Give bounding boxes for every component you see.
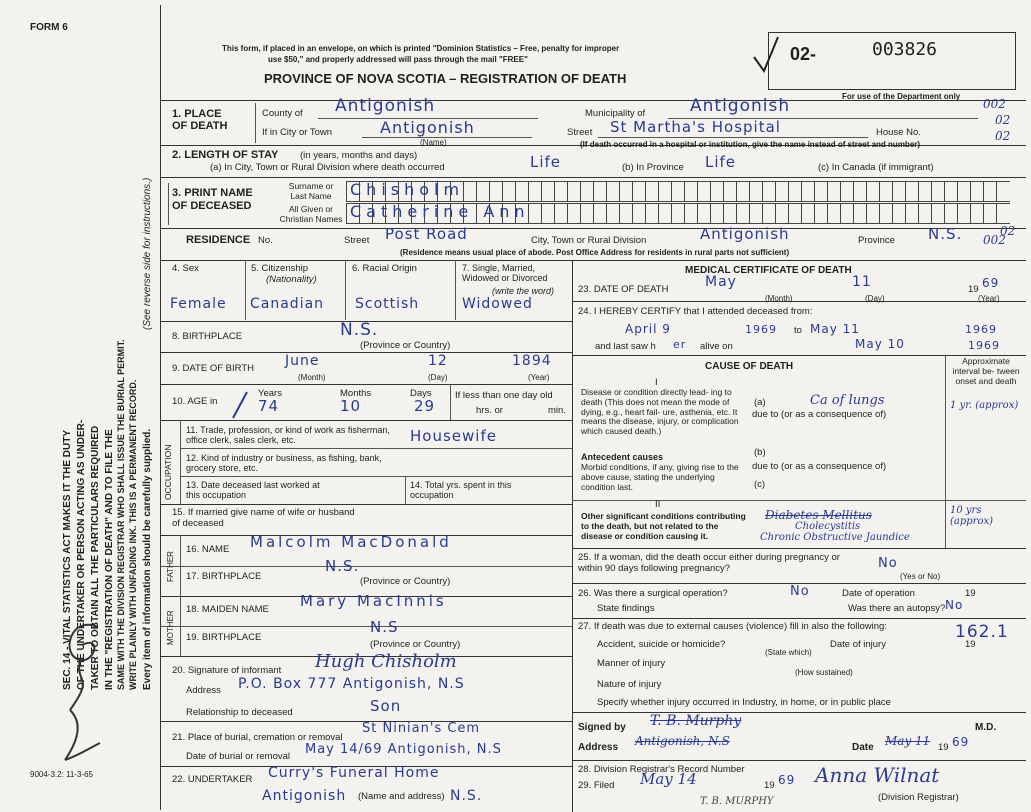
interval-col-line xyxy=(945,355,946,548)
racial-origin-value: Scottish xyxy=(355,296,420,312)
side-text-2: OF THE UNDERTAKER OR PERSON ACTING AS UNDER- xyxy=(76,419,87,690)
cause-b-due: due to (or as a consequence of) xyxy=(752,461,887,472)
filed-date: May 14 xyxy=(640,770,697,788)
cert-date-label: Date xyxy=(852,742,874,753)
dob-year: 1894 xyxy=(512,353,552,369)
mother-maiden-label: 18. MAIDEN NAME xyxy=(186,604,269,615)
last-worked-label: 13. Date deceased last worked at this occupation xyxy=(186,480,320,501)
undertaker-town: Antigonish xyxy=(262,788,347,804)
signed-by-label: Signed by xyxy=(578,722,626,733)
dod-year-caption: (Year) xyxy=(978,294,1000,303)
dob-month-caption: (Month) xyxy=(298,373,326,382)
marital-value: Widowed xyxy=(462,296,533,312)
yes-no-caption: (Yes or No) xyxy=(900,572,941,581)
father-birthplace-label: 17. BIRTHPLACE xyxy=(186,571,262,582)
department-use-label: For use of the Department only xyxy=(842,92,961,101)
certify-to: May 11 xyxy=(810,322,860,336)
cause-a-letter: (a) xyxy=(754,397,766,408)
other-condition-2: Cholecystitis xyxy=(795,521,861,532)
pregnancy-value: No xyxy=(878,556,898,571)
municipality-label: Municipality of xyxy=(585,108,646,119)
dod-day: 11 xyxy=(852,274,872,290)
trade-value: Housewife xyxy=(410,427,497,445)
physician-address-value: Antigonish, N.S xyxy=(635,734,730,748)
other-condition-3: Chronic Obstructive Jaundice xyxy=(760,532,910,543)
last-saw-label: and last saw h xyxy=(595,341,656,352)
residence-street-label: Street xyxy=(344,235,370,246)
stamped-name: T. B. MURPHY xyxy=(700,796,774,807)
hospital-note: (If death occurred in a hospital or institution, give the name instead of street and number) xyxy=(580,140,921,149)
age-months-value: 10 xyxy=(340,397,362,415)
registrar-signature: Anna Wilnat xyxy=(815,763,940,787)
autopsy-value: No xyxy=(945,598,964,612)
dod-year-prefix: 19 xyxy=(968,284,979,295)
autopsy-label: Was there an autopsy? xyxy=(848,603,946,614)
occupation-side-line xyxy=(180,420,181,504)
approx-interval-label: Approximate interval be- tween onset and death xyxy=(952,356,1020,386)
citizenship-label: 5. Citizenship xyxy=(251,263,309,274)
check-mark xyxy=(752,35,780,75)
filed-year-prefix: 19 xyxy=(764,780,775,791)
informant-sig-label: 20. Signature of informant xyxy=(172,665,282,676)
informant-signature: Hugh Chisholm xyxy=(315,651,457,672)
certify-to-label: to xyxy=(794,325,802,336)
certify-label: 24. I HEREBY CERTIFY that I attended deceased from: xyxy=(578,306,813,317)
certify-to-year: 1969 xyxy=(965,323,997,336)
statistical-code: 162.1 xyxy=(955,622,1009,642)
residence-city-value: Antigonish xyxy=(700,225,790,243)
relationship-label: Relationship to deceased xyxy=(186,707,293,718)
father-name-label: 16. NAME xyxy=(186,544,230,555)
row-line xyxy=(160,420,572,421)
certify-from-year: 1969 xyxy=(745,323,777,336)
age-days-label: Days xyxy=(410,388,432,399)
city-label: If in City or Town xyxy=(262,127,333,138)
burial-place-value: St Ninian's Cem xyxy=(362,721,481,736)
left-border xyxy=(160,5,161,810)
mother-maiden-value: Mary MacInnis xyxy=(300,592,447,610)
injury-date-label: Date of injury xyxy=(830,639,886,650)
stay-city-label: (a) In City, Town or Rural Division where death occurred xyxy=(210,162,445,173)
cause-a-interval: 1 yr. (approx) xyxy=(950,400,1019,411)
disease-label: Disease or condition directly lead- ing to death (This does not mean the mode of dying, e.g., heart fail- ure, asthenia, etc. It means the disease, injury, or complication which caused death.) xyxy=(581,387,739,437)
col-line xyxy=(450,384,451,420)
state-findings-label: State findings xyxy=(597,603,655,614)
residence-city-label: City, Town or Rural Division xyxy=(531,235,647,246)
antecedent-label: Antecedent causes xyxy=(581,452,664,462)
col-line xyxy=(455,260,456,320)
cert-date-value: May 11 xyxy=(885,734,931,748)
surgery-label: 26. Was there a surgical operation? xyxy=(578,588,728,599)
roman-two: II xyxy=(655,499,661,510)
registrar-record-label: 28. Division Registrar's Record Number xyxy=(578,764,745,775)
citizenship-sub: (Nationality) xyxy=(266,274,317,285)
side-text-3: TAKER TO OBTAIN ALL THE PARTICULARS REQUIRED xyxy=(90,425,101,690)
side-text-5: SAME WITH THE DIVISION REGISTRAR WHO SHALL ISSUE THE BURIAL PERMIT. xyxy=(116,339,126,690)
dod-month: May xyxy=(705,274,737,290)
divider-main xyxy=(160,260,1026,261)
manner-label: Manner of injury xyxy=(597,658,666,669)
undertaker-province: N.S. xyxy=(450,788,483,804)
racial-origin-label: 6. Racial Origin xyxy=(352,263,417,274)
mother-birthplace-label: 19. BIRTHPLACE xyxy=(186,632,262,643)
given-names-label: All Given or Christian Names xyxy=(279,204,343,224)
dept-code: 02 xyxy=(995,129,1011,143)
father-name-value: Malcolm MacDonald xyxy=(250,533,452,551)
birthplace-value: N.S. xyxy=(340,320,379,340)
other-conditions-label: Other significant conditions contributing to the death, but not related to the disease or condition causing it. xyxy=(581,511,746,541)
age-years-label: Years xyxy=(258,388,282,399)
relationship-value: Son xyxy=(370,697,402,715)
operation-date-label: Date of operation xyxy=(842,588,915,599)
medical-cert-title: MEDICAL CERTIFICATE OF DEATH xyxy=(685,265,852,276)
less-than-day-label: If less than one day old xyxy=(455,390,553,401)
row-line xyxy=(572,355,1026,356)
birthplace-label: 8. BIRTHPLACE xyxy=(172,331,243,342)
accident-label: Accident, suicide or homicide? xyxy=(597,639,726,650)
cause-of-death-title: CAUSE OF DEATH xyxy=(705,361,794,372)
residence-no-label: No. xyxy=(258,235,273,246)
print-code: 9004-3.2: 11-3-65 xyxy=(30,770,94,779)
row-line xyxy=(160,384,572,385)
cert-year: 69 xyxy=(952,735,970,749)
row-line xyxy=(572,760,1026,761)
row-line xyxy=(572,548,1026,549)
mail-notice-2: use $50," and properly addressed will pass through the mail "FREE" xyxy=(268,55,528,64)
occupation-side-label: OCCUPATION xyxy=(163,444,173,500)
md-label: M.D. xyxy=(975,722,997,733)
undertaker-sub: (Name and address) xyxy=(358,791,445,802)
mail-notice-1: This form, if placed in an envelope, on which is printed "Dominion Statistics – Free, penalty for improper xyxy=(222,44,620,53)
state-which-caption: (State which) xyxy=(765,648,812,657)
industry-injury-label: Specify whether injury occurred in Industry, in home, or in public place xyxy=(597,697,891,708)
side-text-6: WRITE PLAINLY WITH UNFADING INK. THIS IS A PERMANENT RECORD. xyxy=(128,379,138,690)
industry-label: 12. Kind of industry or business, as fishing, bank, grocery store, etc. xyxy=(186,453,382,474)
trade-label: 11. Trade, profession, or kind of work as fisherman, office clerk, sales clerk, etc. xyxy=(186,425,390,446)
stay-city-value: Life xyxy=(530,153,562,171)
side-text-1: SEC. 14 - VITAL STATISTICS ACT MAKES IT THE DUTY xyxy=(62,429,73,690)
total-years-label: 14. Total yrs. spent in this occupation xyxy=(410,480,512,501)
father-birthplace-value: N.S. xyxy=(325,557,360,575)
age-months-label: Months xyxy=(340,388,372,399)
side-handwritten-mark xyxy=(40,615,110,765)
mother-birthplace-value: N.S xyxy=(370,618,399,636)
row-line xyxy=(180,476,572,477)
place-bracket xyxy=(255,103,256,143)
place-of-death-label: 1. PLACE OF DEATH xyxy=(172,108,228,132)
dept-code: 02 xyxy=(995,113,1011,127)
cause-a-value: Ca of lungs xyxy=(810,393,885,408)
stay-province-label: (b) In Province xyxy=(622,162,684,173)
mother-side-label: MOTHER xyxy=(166,610,175,645)
divider-stay xyxy=(160,177,1026,178)
age-days-value: 29 xyxy=(414,397,436,415)
roman-one: I xyxy=(655,377,658,388)
dob-label: 9. DATE OF BIRTH xyxy=(172,363,254,374)
length-of-stay-sub: (in years, months and days) xyxy=(300,150,418,161)
form-title: PROVINCE OF NOVA SCOTIA – REGISTRATION OF DEATH xyxy=(264,71,627,86)
mother-side-line xyxy=(180,596,181,656)
physician-signature: T. B. Murphy xyxy=(650,713,742,729)
father-birthplace-sub: (Province or Country) xyxy=(360,576,451,587)
row-line xyxy=(572,712,1026,713)
city-name-caption: (Name) xyxy=(420,138,447,147)
informant-address-value: P.O. Box 777 Antigonish, N.S xyxy=(238,676,465,692)
col-line xyxy=(345,260,346,320)
cause-b-letter: (b) xyxy=(754,447,766,458)
dob-month: June xyxy=(285,353,320,369)
min-label: min. xyxy=(548,405,566,416)
given-names-value: Catherine Ann xyxy=(350,202,530,221)
other-condition-1: Diabetes Mellitus xyxy=(765,508,872,522)
residence-label: RESIDENCE xyxy=(186,234,251,246)
surname-label: Surname or Last Name xyxy=(288,181,334,201)
cause-c-letter: (c) xyxy=(754,479,766,490)
marital-label: 7. Single, Married, Widowed or Divorced xyxy=(462,263,548,284)
dod-year: 69 xyxy=(982,276,1000,290)
house-number-label: House No. xyxy=(876,127,921,138)
antecedent-sub: Morbid conditions, if any, giving rise to the above cause, stating the underlying condition last. xyxy=(581,462,739,492)
dept-code: 02 xyxy=(1000,224,1016,238)
dept-code: 002 xyxy=(983,233,1006,247)
injury-year-prefix: 19 xyxy=(965,639,976,650)
row-line xyxy=(160,352,572,353)
undertaker-name: Curry's Funeral Home xyxy=(268,765,440,781)
underline xyxy=(362,137,532,138)
county-label: County of xyxy=(262,108,303,119)
nature-label: Nature of injury xyxy=(597,679,662,690)
side-text-7: Every item of information should be carefully supplied. xyxy=(142,428,153,690)
marital-sub: (write the word) xyxy=(492,286,555,296)
dept-code: 002 xyxy=(983,97,1006,111)
dod-day-caption: (Day) xyxy=(865,294,885,303)
father-side-label: FATHER xyxy=(166,551,175,582)
residence-street-value: Post Road xyxy=(385,225,468,243)
stay-province-value: Life xyxy=(705,153,737,171)
pregnancy-label: 25. If a woman, did the death occur either during pregnancy or within 90 days following pregnancy? xyxy=(578,552,840,574)
division-registrar-caption: (Division Registrar) xyxy=(878,792,959,803)
how-sustained-caption: (How sustained) xyxy=(795,668,853,677)
citizenship-value: Canadian xyxy=(250,296,325,312)
age-years-value: 74 xyxy=(258,397,280,415)
surname-value: Chisholm xyxy=(350,180,465,199)
burial-date-value: May 14/69 Antigonish, N.S xyxy=(305,742,502,757)
surgery-value: No xyxy=(790,584,810,599)
hrs-label: hrs. or xyxy=(476,405,503,416)
street-label: Street xyxy=(567,127,593,138)
registration-prefix: 02- xyxy=(790,44,817,64)
father-side-line xyxy=(180,535,181,596)
registration-number: 003826 xyxy=(872,39,938,60)
sex-label: 4. Sex xyxy=(172,263,199,274)
external-causes-label: 27. If death was due to external causes (violence) fill in also the following: xyxy=(578,621,887,632)
row-line xyxy=(160,626,572,627)
row-line xyxy=(572,618,1026,619)
filed-year: 69 xyxy=(778,773,796,787)
alive-on-label: alive on xyxy=(700,341,733,352)
birthplace-sub: (Province or Country) xyxy=(360,340,451,351)
dob-day: 12 xyxy=(428,353,448,369)
county-value: Antigonish xyxy=(335,96,436,116)
burial-place-label: 21. Place of burial, cremation or removal xyxy=(172,732,343,743)
municipality-value: Antigonish xyxy=(690,96,791,116)
row-line xyxy=(160,566,572,567)
physician-address-label: Address xyxy=(578,742,619,753)
row-line xyxy=(160,504,572,505)
stay-canada-label: (c) In Canada (if immigrant) xyxy=(818,162,934,173)
print-name-label: 3. PRINT NAME OF DECEASED xyxy=(172,187,253,212)
alive-on-year: 1969 xyxy=(968,339,1000,352)
underline xyxy=(598,137,868,138)
cause-a-due: due to (or as a consequence of) xyxy=(752,409,887,420)
residence-province-value: N.S. xyxy=(928,225,963,243)
col-line xyxy=(245,260,246,320)
row-line xyxy=(572,500,1026,501)
informant-address-label: Address xyxy=(186,685,221,696)
cert-year-prefix: 19 xyxy=(938,742,949,753)
side-text-8: (See reverse side for instructions.) xyxy=(142,177,153,330)
spouse-label: 15. If married give name of wife or husband of deceased xyxy=(172,507,355,529)
age-slash-mark xyxy=(225,390,255,420)
name-bracket-left xyxy=(168,183,169,225)
city-value: Antigonish xyxy=(380,118,475,137)
age-label: 10. AGE in xyxy=(172,396,218,407)
dob-day-caption: (Day) xyxy=(428,373,448,382)
dod-month-caption: (Month) xyxy=(765,294,793,303)
form-number: FORM 6 xyxy=(30,22,68,33)
alive-on-value: May 10 xyxy=(855,337,905,351)
undertaker-label: 22. UNDERTAKER xyxy=(172,774,253,785)
mother-birthplace-sub: (Province or Country) xyxy=(370,639,461,650)
certify-from: April 9 xyxy=(625,322,671,336)
sex-value: Female xyxy=(170,296,227,312)
dod-label: 23. DATE OF DEATH xyxy=(578,284,669,295)
row-line xyxy=(572,301,1026,302)
other-interval: 10 yrs (approx) xyxy=(950,505,994,527)
length-of-stay-label: 2. LENGTH OF STAY xyxy=(172,149,279,161)
burial-date-label: Date of burial or removal xyxy=(186,751,291,762)
column-divider xyxy=(572,260,573,812)
divider-name xyxy=(160,228,1026,229)
operation-year-prefix: 19 xyxy=(965,588,976,599)
street-value: St Martha's Hospital xyxy=(610,118,781,136)
last-saw-her: er xyxy=(673,338,687,351)
col-line xyxy=(405,476,406,504)
residence-note: (Residence means usual place of abode. Post Office Address for residents in rural parts not sufficient) xyxy=(400,248,790,257)
row-line xyxy=(180,448,572,449)
filed-label: 29. Filed xyxy=(578,780,615,791)
dob-year-caption: (Year) xyxy=(528,373,550,382)
side-text-4: IN THE "REGISTRATION OF DEATH" AND TO FILE THE xyxy=(104,429,115,690)
residence-province-label: Province xyxy=(858,235,895,246)
